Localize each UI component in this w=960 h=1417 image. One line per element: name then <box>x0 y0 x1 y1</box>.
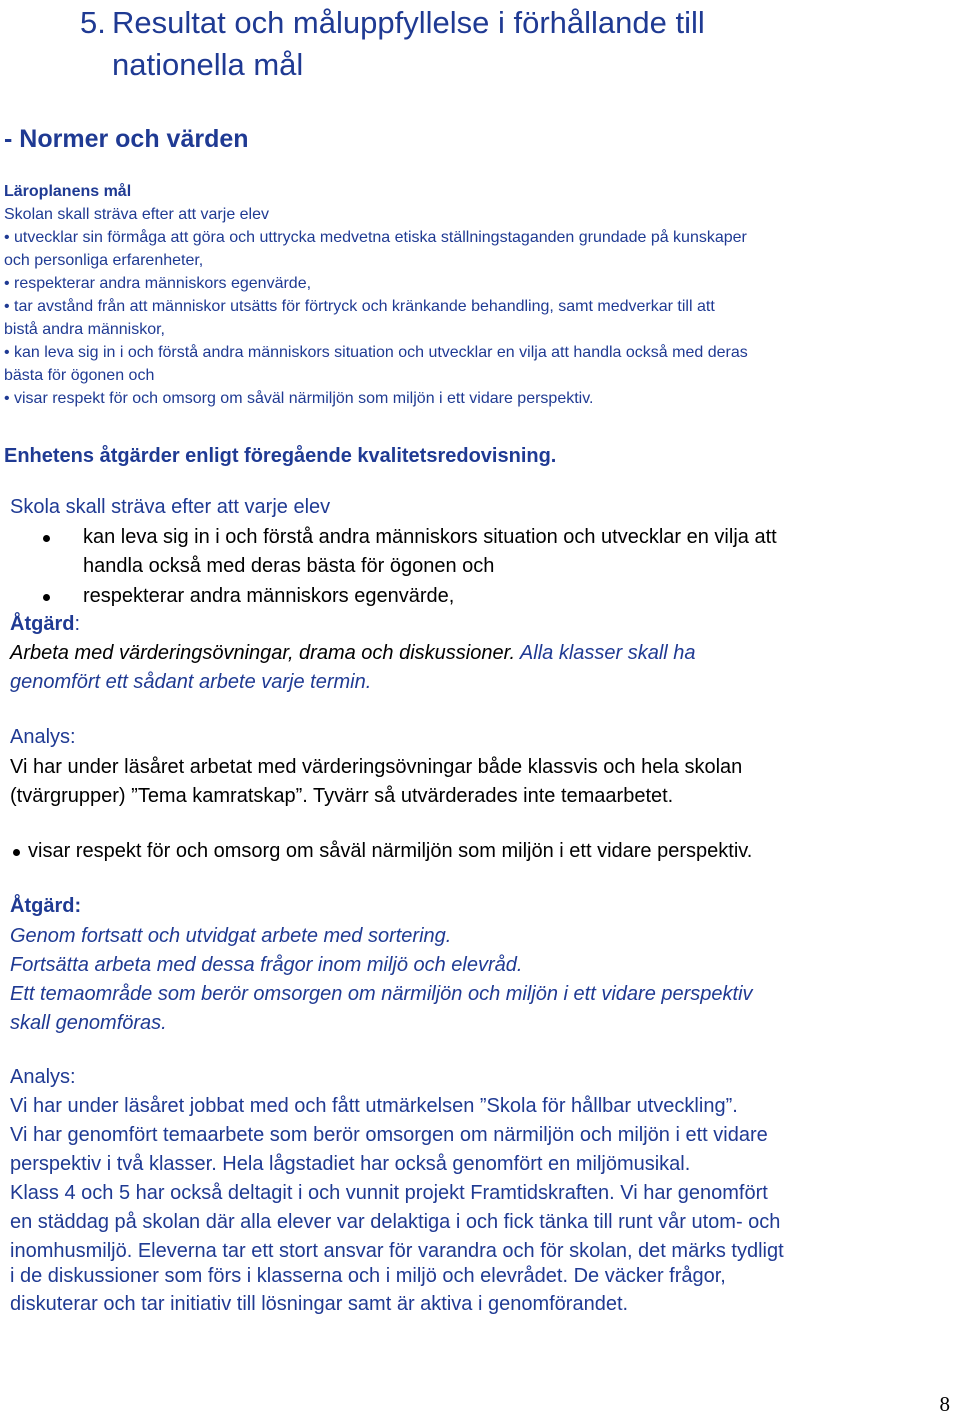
goals-list <box>4 226 954 410</box>
atgard-2-line: Genom fortsatt och utvidgat arbete med sortering. <box>10 925 452 947</box>
atgard-1-text-a: Arbeta med värderingsövningar, drama och diskussioner. <box>10 642 516 664</box>
measure-bullet-1-cont: handla också med deras bästa för ögonen och <box>83 555 495 577</box>
goals-intro: Skolan skall sträva efter att varje elev <box>4 206 270 223</box>
bullet: • <box>4 275 10 292</box>
atgard-2-line: skall genomföras. <box>10 1012 167 1034</box>
atgard-2-label: Åtgärd: <box>10 895 82 917</box>
goal-item <box>4 295 954 341</box>
atgard-1-label-text: Åtgärd <box>10 613 75 635</box>
analys-2-label: Analys: <box>10 1066 76 1088</box>
atgard-1-text-b: Alla klasser skall ha <box>519 642 696 664</box>
measure-bullet-1: kan leva sig in i och förstå andra människors situation och utvecklar en vilja att <box>83 526 777 548</box>
goal-text: respekterar andra människors egenvärde, <box>14 275 312 292</box>
goal-text: tar avstånd från att människor utsätts för förtryck och kränkande behandling, samt medverkar till att <box>14 298 715 315</box>
heading-line-1: Resultat och måluppfyllelse i förhållande till <box>112 5 705 40</box>
analys-2-line: Vi har under läsåret jobbat med och fått utmärkelsen ”Skola för hållbar utveckling”. <box>10 1095 738 1117</box>
atgard-1-colon: : <box>74 613 81 635</box>
atgard-2-line: Fortsätta arbeta med dessa frågor inom miljö och elevråd. <box>10 954 523 976</box>
bullet-dot <box>13 849 20 856</box>
goal-text-cont: bistå andra människor, <box>4 321 165 338</box>
section-heading <box>80 2 940 86</box>
goal-text: visar respekt för och omsorg om såväl närmiljön som miljön i ett vidare perspektiv. <box>14 390 594 407</box>
heading-line-2: nationella mål <box>112 47 304 82</box>
analys-2-line: en städdag på skolan där alla elever var delaktiga i och fick tänka till runt vår utom- och <box>10 1211 781 1233</box>
subheading-dash: - <box>4 125 13 153</box>
goal-text: kan leva sig in i och förstå andra människors situation och utvecklar en vilja att handla också med deras <box>14 344 748 361</box>
analys-2-line: inomhusmiljö. Eleverna tar ett stort ansvar för varandra och för skolan, det märks tydligt <box>10 1240 784 1262</box>
analys-2-line: diskuterar och tar initiativ till lösningar samt är aktiva i genomförandet. <box>10 1293 629 1315</box>
heading-number: 5. <box>80 5 106 40</box>
bullet-dot <box>43 594 50 601</box>
goal-item <box>4 226 954 272</box>
bullet: • <box>4 344 10 361</box>
analys-2-line: i de diskussioner som förs i klasserna och i miljö och elevrådet. De väcker frågor, <box>10 1265 726 1287</box>
analys-2-line: perspektiv i två klasser. Hela lågstadiet har också genomfört en miljömusikal. <box>10 1153 691 1175</box>
goal-text-cont: och personliga erfarenheter, <box>4 252 204 269</box>
bullet-dot <box>43 535 50 542</box>
goal-text: utvecklar sin förmåga att göra och uttrycka medvetna etiska ställningstaganden grundade på kunskaper <box>14 229 747 246</box>
atgard-1-line-1 <box>10 639 696 668</box>
measures-title: Enhetens åtgärder enligt föregående kvalitetsredovisning. <box>4 445 557 467</box>
measure-bullet-2: respekterar andra människors egenvärde, <box>83 585 455 607</box>
analys-2-line: Vi har genomfört temaarbete som berör omsorgen om närmiljön och miljön i ett vidare <box>10 1124 768 1146</box>
page-number: 8 <box>939 1392 950 1416</box>
atgard-1-label <box>10 610 80 639</box>
analys-1-label: Analys: <box>10 726 76 748</box>
atgard-2-line: Ett temaområde som berör omsorgen om närmiljön och miljön i ett vidare perspektiv <box>10 983 753 1005</box>
subheading <box>4 122 249 156</box>
bullet: • <box>4 390 10 407</box>
analys-1-line-1: Vi har under läsåret arbetat med värderingsövningar både klassvis och hela skolan <box>10 756 743 778</box>
analys-1-line-2: (tvärgrupper) ”Tema kamratskap”. Tyvärr så utvärderades inte temaarbetet. <box>10 785 674 807</box>
measure-bullet-3: visar respekt för och omsorg om såväl närmiljön som miljön i ett vidare perspektiv. <box>28 840 753 862</box>
goal-item <box>4 387 954 410</box>
measures-intro: Skola skall sträva efter att varje elev <box>10 496 331 518</box>
bullet: • <box>4 229 10 246</box>
subheading-text: Normer och värden <box>19 125 249 153</box>
bullet: • <box>4 298 10 315</box>
goals-title: Läroplanens mål <box>4 183 132 200</box>
goal-text-cont: bästa för ögonen och <box>4 367 155 384</box>
goal-item <box>4 341 954 387</box>
goal-item <box>4 272 954 295</box>
atgard-1-line-2: genomfört ett sådant arbete varje termin. <box>10 671 372 693</box>
analys-2-line: Klass 4 och 5 har också deltagit i och vunnit projekt Framtidskraften. Vi har genomfört <box>10 1182 768 1204</box>
